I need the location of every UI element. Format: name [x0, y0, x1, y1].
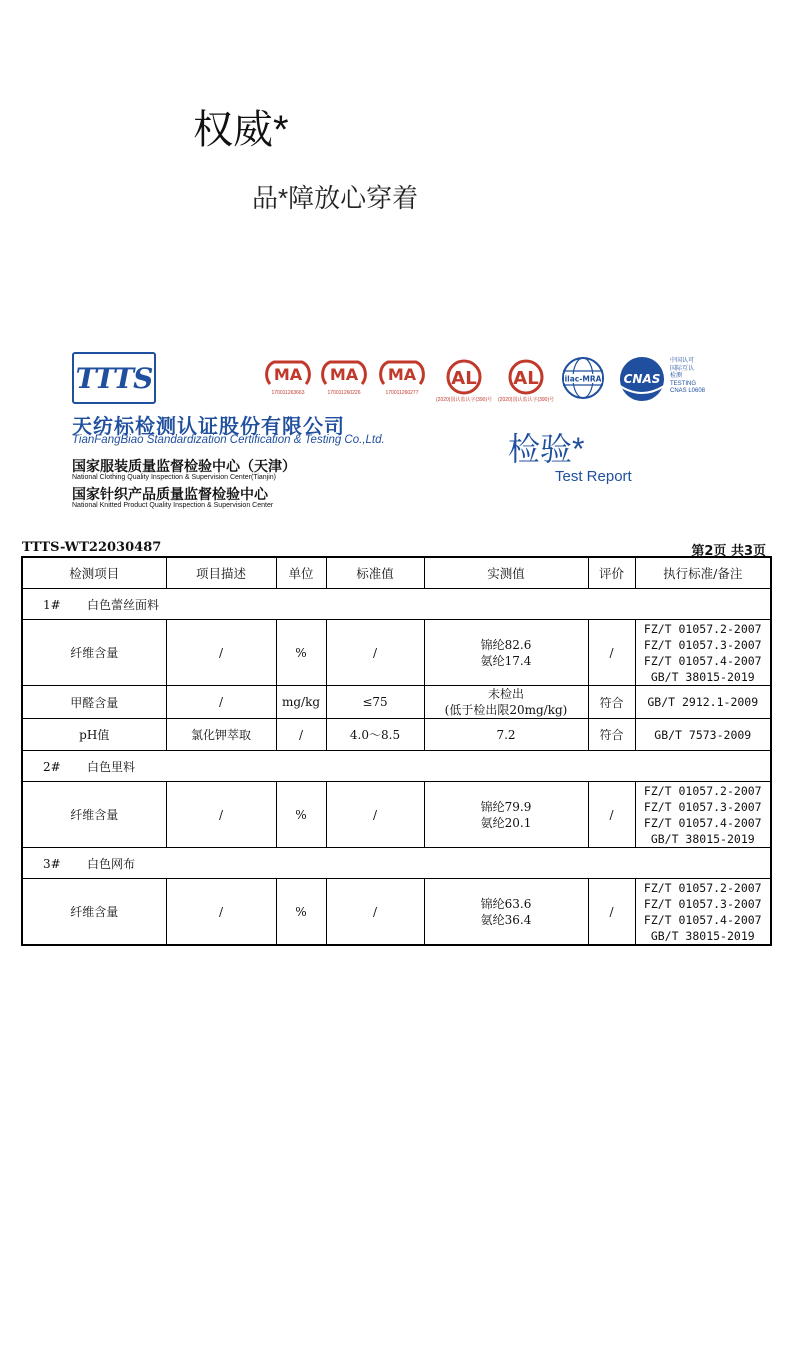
item-cell: 纤维含量 — [22, 620, 166, 686]
sample-row — [22, 589, 771, 620]
report-number: TTTS-WT22030487 — [22, 540, 162, 555]
table-row — [22, 686, 771, 719]
eval-cell: / — [588, 782, 635, 848]
center-clothing-cn: 国家服装质量监督检验中心（天津） — [72, 458, 296, 474]
cal-number: (2020)国认监认字(390)号 — [498, 397, 555, 403]
cma-mark-2 — [320, 358, 368, 396]
unit-cell: / — [276, 719, 326, 751]
column-header: 项目描述 — [166, 557, 276, 589]
eval-cell: 符合 — [588, 719, 635, 751]
table-row — [22, 719, 771, 751]
item-cell: pH值 — [22, 719, 166, 751]
report-title: 检验* — [508, 431, 585, 467]
banner-subtitle: 品*障放心穿着 — [252, 183, 419, 213]
measured-cell: 未检出 (低于检出限20mg/kg) — [424, 686, 588, 719]
desc-cell: / — [166, 620, 276, 686]
unit-cell: % — [276, 782, 326, 848]
cma-icon — [320, 358, 368, 390]
cma-number: 170011263663 — [271, 390, 305, 396]
cal-icon — [440, 358, 488, 396]
std-value-cell: ≤75 — [326, 686, 424, 719]
ilac-mark — [560, 355, 606, 406]
unit-cell: mg/kg — [276, 686, 326, 719]
sample-number: 2# — [43, 759, 61, 774]
sample-name: 白色里料 — [87, 759, 136, 774]
company-name-cn: 天纺标检测认证股份有限公司 — [72, 414, 345, 438]
table-row — [22, 620, 771, 686]
center-knitted-cn: 国家针织产品质量监督检验中心 — [72, 486, 268, 502]
measured-cell: 锦纶79.9 氨纶20.1 — [424, 782, 588, 848]
item-cell: 纤维含量 — [22, 879, 166, 946]
standard-cell: GB/T 7573-2009 — [635, 719, 771, 751]
sample-number: 1# — [43, 597, 61, 612]
standard-cell: GB/T 2912.1-2009 — [635, 686, 771, 719]
company-name-en: TianFangBiao Standardization Certification & Testing Co.,Ltd. — [72, 434, 385, 446]
sample-name: 白色蕾丝面料 — [87, 597, 160, 612]
cnas-text: 中国认可 国际互认 检测 TESTING CNAS L0608 — [670, 358, 706, 394]
svg-text:MA: MA — [329, 365, 359, 384]
cma-mark-1 — [264, 358, 312, 396]
eval-cell: / — [588, 879, 635, 946]
cma-number: 170011260226 — [327, 390, 361, 396]
desc-cell: / — [166, 782, 276, 848]
column-header: 标准值 — [326, 557, 424, 589]
cal-mark-1 — [436, 358, 492, 403]
table-header-row — [22, 557, 771, 589]
cma-mark-3 — [378, 358, 426, 396]
eval-cell: 符合 — [588, 686, 635, 719]
svg-text:MA: MA — [273, 365, 303, 384]
ttts-logo-text: TTTS — [75, 361, 153, 395]
svg-text:AL: AL — [513, 368, 539, 389]
svg-text:ilac-MRA: ilac-MRA — [564, 374, 602, 384]
std-value-cell: 4.0～8.5 — [326, 719, 424, 751]
sample-row — [22, 848, 771, 879]
cma-icon — [264, 358, 312, 390]
measured-cell: 7.2 — [424, 719, 588, 751]
standard-cell: FZ/T 01057.2-2007 FZ/T 01057.3-2007 FZ/T 01057.4-2007 GB/T 38015-2019 — [635, 879, 771, 946]
center-knitted-en: National Knitted Product Quality Inspection & Supervision Center — [72, 502, 274, 509]
measured-cell: 锦纶63.6 氨纶36.4 — [424, 879, 588, 946]
standard-cell: FZ/T 01057.2-2007 FZ/T 01057.3-2007 FZ/T 01057.4-2007 GB/T 38015-2019 — [635, 782, 771, 848]
standard-cell: FZ/T 01057.2-2007 FZ/T 01057.3-2007 FZ/T 01057.4-2007 GB/T 38015-2019 — [635, 620, 771, 686]
std-value-cell: / — [326, 782, 424, 848]
ttts-logo — [72, 352, 156, 404]
column-header: 评价 — [588, 557, 635, 589]
table-row — [22, 782, 771, 848]
cma-number: 170011260277 — [385, 390, 419, 396]
table-row — [22, 879, 771, 946]
cal-number: (2020)国认监认字(390)号 — [436, 397, 493, 403]
item-cell: 纤维含量 — [22, 782, 166, 848]
item-cell: 甲醛含量 — [22, 686, 166, 719]
cal-icon — [502, 358, 550, 396]
column-header: 单位 — [276, 557, 326, 589]
eval-cell: / — [588, 620, 635, 686]
page-info: 第2页 共3页 — [691, 544, 766, 559]
svg-text:CNAS: CNAS — [623, 372, 661, 386]
column-header: 执行标准/备注 — [635, 557, 771, 589]
svg-text:MA: MA — [387, 365, 417, 384]
cal-mark-2 — [498, 358, 554, 403]
sample-row — [22, 751, 771, 782]
test-results-table — [21, 556, 772, 946]
std-value-cell: / — [326, 879, 424, 946]
report-title-en: Test Report — [555, 468, 632, 485]
cnas-mark — [614, 356, 670, 407]
measured-cell: 锦纶82.6 氨纶17.4 — [424, 620, 588, 686]
globe-icon — [560, 355, 606, 401]
banner-title: 权威* — [193, 108, 289, 152]
column-header: 实测值 — [424, 557, 588, 589]
sample-name: 白色网布 — [87, 856, 136, 871]
column-header: 检测项目 — [22, 557, 166, 589]
svg-text:AL: AL — [451, 368, 477, 389]
unit-cell: % — [276, 879, 326, 946]
center-clothing-en: National Clothing Quality Inspection & Supervision Center(Tianjin) — [72, 474, 277, 481]
desc-cell: / — [166, 879, 276, 946]
cnas-icon — [614, 356, 670, 402]
cma-icon — [378, 358, 426, 390]
desc-cell: 氯化钾萃取 — [166, 719, 276, 751]
unit-cell: % — [276, 620, 326, 686]
sample-number: 3# — [43, 856, 61, 871]
desc-cell: / — [166, 686, 276, 719]
std-value-cell: / — [326, 620, 424, 686]
